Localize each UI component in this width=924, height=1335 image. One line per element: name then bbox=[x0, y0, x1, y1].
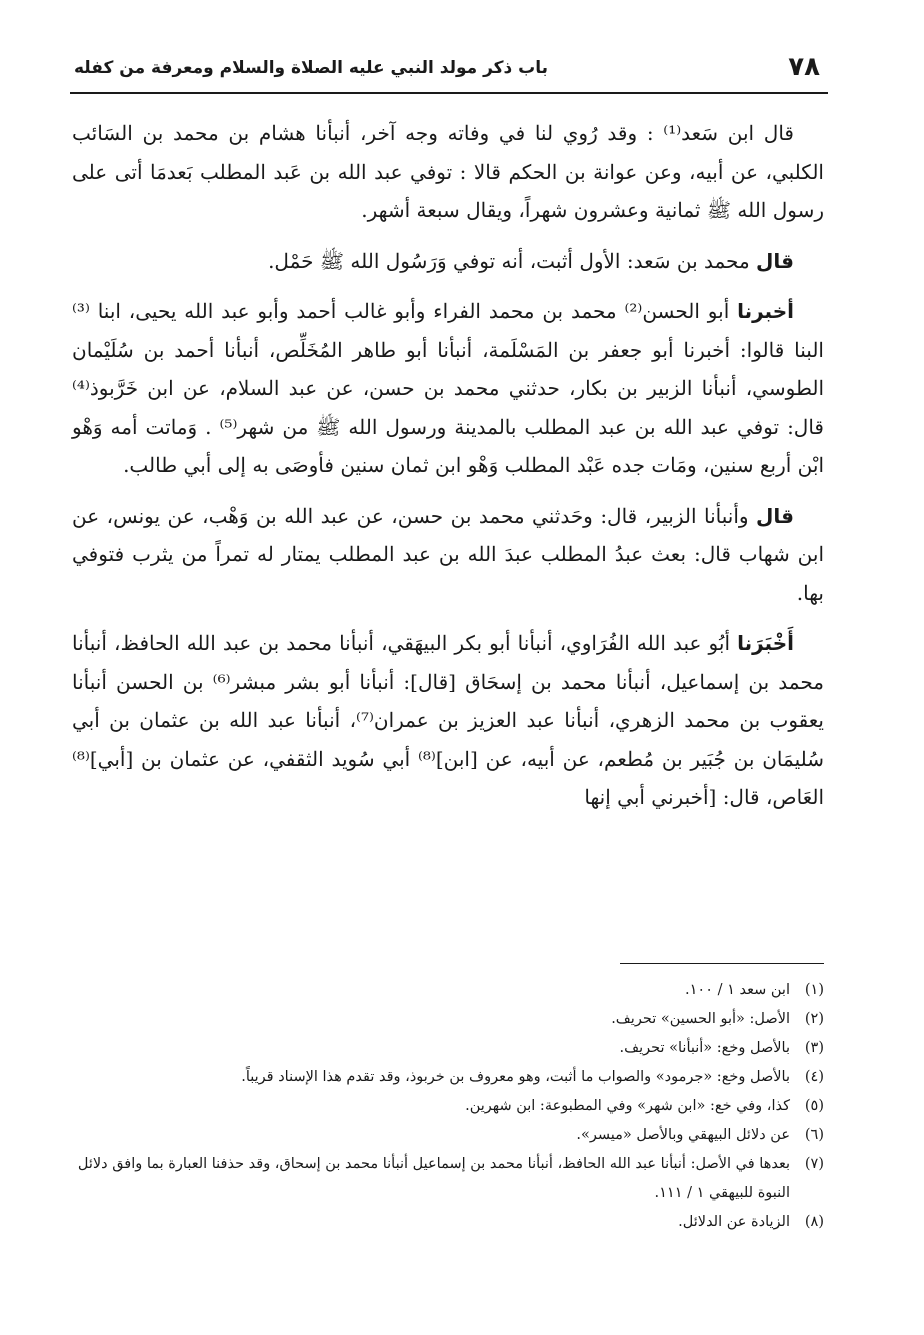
footnote-text: بالأصل وخع: «جرمود» والصواب ما أثبت، وهو معروف بن خربوذ، وقد تقدم هذا الإسناد قريباً. bbox=[241, 1069, 790, 1085]
header-rule bbox=[70, 92, 828, 94]
paragraph bbox=[72, 497, 824, 613]
footnote bbox=[72, 1034, 824, 1063]
footnote-number: (٧) bbox=[804, 1156, 824, 1172]
paragraph bbox=[72, 242, 824, 281]
footnote-text: ابن سعد ١ / ١٠٠. bbox=[685, 982, 790, 998]
footnote bbox=[72, 1005, 824, 1034]
footnote-number: (١) bbox=[804, 982, 824, 998]
paragraph-lead: أَخْبَرَنا bbox=[737, 631, 794, 655]
paragraph-text: محمد بن سَعد: الأول أثبت، أنه توفي وَرَسُول الله ﷺ حَمْل. bbox=[268, 248, 757, 273]
page-header bbox=[70, 52, 828, 92]
page-number: ٧٨ bbox=[788, 52, 820, 82]
footnote bbox=[72, 1063, 824, 1092]
footnote-text: الزيادة عن الدلائل. bbox=[678, 1214, 790, 1230]
paragraph-text: قال ابن سَعد⁽¹⁾ : وقد رُوي لنا في وفاته وجه آخر، أنبأنا هشام بن محمد بن السَائب الكلبي، عن أبيه، وعن عوانة بن الحكم قالا : توفي عبد الله بن عَبد المطلب بَعدمَا أتى على رسول الله ﷺ ثمانية وعشرون شهراً، ويقال سبعة أشهر. bbox=[72, 121, 824, 222]
paragraph bbox=[72, 292, 824, 485]
paragraph bbox=[72, 624, 824, 817]
paragraph-text: أبو الحسن⁽²⁾ محمد بن محمد الفراء وأبو غالب أحمد وأبو عبد الله يحيى، ابنا ⁽³⁾ البنا قالوا: أخبرنا أبو جعفر بن المَسْلَمة، أنبأنا أبو طاهر المُخَلِّص، أنبأنا أحمد بن سُلَيْمان الطوسي، أنبأنا الزبير بن بكار، حدثني محمد بن حسن، عن عبد السلام، عن ابن خَرَّبوذ⁽⁴⁾ قال: توفي عبد الله بن عبد المطلب بالمدينة ورسول الله ﷺ من شهر⁽⁵⁾ . وَماتت أمه وَهْو ابْن أربع سنين، ومَات جده عَبْد المطلب وَهْو ابن ثمان سنين فأوصَى به إلى أبي طالب. bbox=[72, 299, 824, 477]
footnote-text: بعدها في الأصل: أنبأنا عبد الله الحافظ، أنبأنا محمد بن إسماعيل أنبأنا محمد بن إسحاق، وقد حذفنا العبارة بما وافق دلائل النبوة للبيهقي ١ / ١١١. bbox=[77, 1156, 790, 1201]
footnote-number: (٣) bbox=[804, 1040, 824, 1056]
footnote-text: كذا، وفي خع: «ابن شهر» وفي المطبوعة: ابن شهرين. bbox=[465, 1098, 790, 1114]
footnote bbox=[72, 1092, 824, 1121]
footnote-number: (٥) bbox=[804, 1098, 824, 1114]
paragraph-text: وأنبأنا الزبير، قال: وحَدثني محمد بن حسن، عن عبد الله بن وَهْب، عن يونس، عن ابن شهاب قال: بعث عبدُ المطلب عبدَ الله بن عبد المطلب يمتار له تمراً من يثرب فتوفي بها. bbox=[72, 503, 824, 605]
paragraph-text: أبُو عبد الله الفُرَاوي، أنبأنا أبو بكر البيهَقي، أنبأنا محمد بن عبد الله الحافظ، أنبأنا محمد بن إسماعيل، أنبأنا محمد بن إسحَاق [قال]: أنبأنا أبو بشر مبشر⁽⁶⁾ بن الحسن أنبأنا يعقوب بن محمد الزهري، أنبأنا عبد العزيز بن عمران⁽⁷⁾، أنبأنا عبد الله بن عثمان بن أبي سُليمَان بن جُبَير بن مُطعم، عن أبيه، عن [ابن]⁽⁸⁾ أبي سُويد الثقفي، عن عثمان بن [أبي]⁽⁸⁾ العَاص، قال: [أخبرني أبي إنها bbox=[72, 631, 825, 809]
footnote-text: عن دلائل البيهقي وبالأصل «ميسر». bbox=[576, 1127, 790, 1143]
footnote bbox=[72, 1121, 824, 1150]
footnote-number: (٨) bbox=[804, 1214, 824, 1230]
footnote bbox=[72, 1150, 824, 1208]
footnote bbox=[72, 976, 824, 1005]
footnote bbox=[72, 1208, 824, 1237]
footnote-number: (٦) bbox=[804, 1127, 824, 1143]
footnote-divider bbox=[620, 963, 824, 964]
footnote-text: الأصل: «أبو الحسين» تحريف. bbox=[611, 1011, 790, 1027]
running-title: باب ذكر مولد النبي عليه الصلاة والسلام ومعرفة من كفله bbox=[74, 58, 549, 78]
footnote-number: (٤) bbox=[804, 1069, 824, 1085]
main-text bbox=[72, 114, 824, 817]
footnote-text: بالأصل وخع: «أنبأنا» تحريف. bbox=[619, 1040, 790, 1056]
paragraph-lead: قال bbox=[756, 503, 794, 528]
paragraph bbox=[72, 114, 824, 230]
footnotes-list bbox=[72, 976, 824, 1237]
footnote-number: (٢) bbox=[804, 1011, 824, 1027]
paragraph-lead: قال bbox=[756, 248, 794, 273]
paragraph-lead: أخبرنا bbox=[737, 299, 794, 323]
